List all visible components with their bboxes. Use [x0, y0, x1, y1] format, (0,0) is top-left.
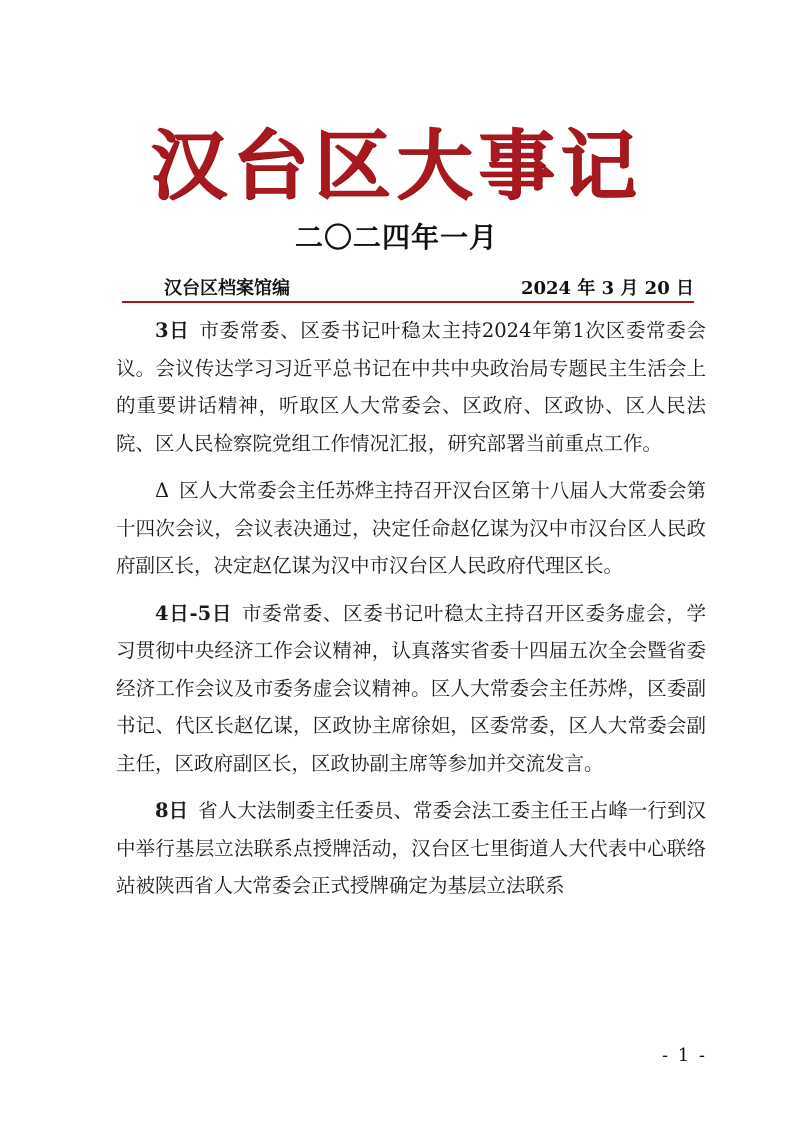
entry [116, 595, 706, 783]
entry [116, 792, 706, 905]
entry-text: 省人大法制委主任委员、常委会法工委主任王占峰一行到汉中举行基层立法联系点授牌活动，汉台区七里街道人大代表中心联络站被陕西省人大常委会正式授牌确定为基层立法联系 [116, 799, 706, 897]
meta-row [122, 277, 694, 301]
issue-title: 二〇二四年一月 [294, 221, 498, 254]
page-number: - 1 - [661, 1045, 707, 1066]
entry-date: 3日 [155, 319, 190, 342]
publish-date: 2024 年 3 月 20 日 [520, 278, 694, 299]
header-divider [122, 301, 694, 303]
entry-text: 市委常委、区委书记叶稳太主持2024年第1次区委常委会议。会议传达学习习近平总书记在中共中央政治局专题民主生活会上的重要讲话精神，听取区人大常委会、区政府、区政协、区人民法院、区人民检察院党组工作情况汇报，研究部署当前重点工作。 [116, 319, 706, 455]
delta-marker: Δ [155, 479, 170, 502]
entry-date: 8日 [155, 799, 189, 822]
entry [116, 312, 706, 462]
entry [116, 472, 706, 585]
document-body [116, 312, 706, 915]
entry-text: 区人大常委会主任苏烨主持召开汉台区第十八届人大常委会第十四次会议，会议表决通过，决定任命赵亿谋为汉中市汉台区人民政府副区长，决定赵亿谋为汉中市汉台区人民政府代理区长。 [116, 479, 706, 577]
editor-credit: 汉台区档案馆编 [164, 278, 290, 299]
masthead-title: 汉台区大事记 [150, 121, 643, 210]
entry-text: 市委常委、区委书记叶稳太主持召开区委务虚会，学习贯彻中央经济工作会议精神，认真落实省委十四届五次全会暨省委经济工作会议及市委务虚会议精神。区人大常委会主任苏烨，区委副书记、代区长赵亿谋，区政协主席徐妲，区委常委，区人大常委会副主任，区政府副区长，区政协副主席等参加并交流发言。 [116, 601, 706, 775]
entry-date: 4日-5日 [155, 601, 233, 625]
